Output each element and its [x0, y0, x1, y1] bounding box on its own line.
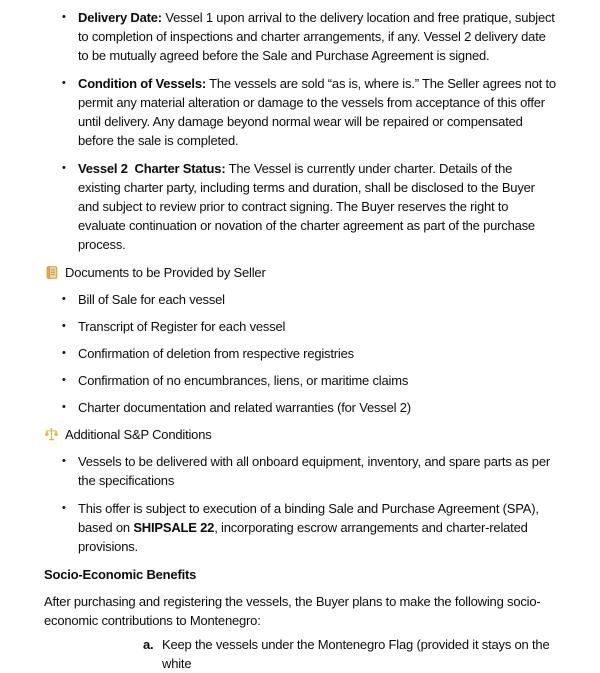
conditions-bullet-list	[44, 452, 556, 556]
socio-economic-paragraph: After purchasing and registering the vessels, the Buyer plans to make the following socio-economic contributions to Montenegro:	[44, 594, 541, 628]
list-item-text: Confirmation of no encumbrances, liens, or maritime claims	[78, 373, 409, 388]
item-bold-term: SHIPSALE 22	[133, 520, 215, 535]
section-title: Additional S&P Conditions	[65, 427, 212, 442]
item-label: Delivery Date:	[78, 10, 162, 25]
bullet-icon: •	[62, 502, 66, 514]
list-item-text: Bill of Sale for each vessel	[78, 292, 225, 307]
list-item	[44, 159, 556, 254]
conditions-section-heading	[44, 425, 556, 444]
scroll-icon	[44, 265, 59, 280]
list-item	[44, 371, 556, 390]
list-item	[44, 344, 556, 363]
bullet-icon: •	[62, 347, 66, 359]
item-body: The Vessel is currently under charter. Details of the existing charter party, including terms and duration, shall be disclosed to the Buyer and subject to review prior to contract signing. The Buyer reserves the right to evaluate continuation or novation of the charter agreement as part of the purchase process.	[78, 161, 535, 252]
item-body: Vessel 1 upon arrival to the delivery location and free pratique, subject to completion of inspections and charter arrangements, if any. Vessel 2 delivery date to be mutually agreed before the Sale and Purchase Agreement is signed.	[78, 10, 555, 63]
list-item-text: Keep the vessels under the Montenegro Flag (provided it stays on the white	[162, 637, 550, 671]
balance-scale-icon	[44, 427, 59, 442]
list-item	[44, 317, 556, 336]
list-item-text	[78, 499, 556, 556]
list-item-text	[78, 159, 556, 254]
list-item	[44, 290, 556, 309]
list-item	[44, 74, 556, 150]
bullet-icon: •	[62, 11, 66, 23]
list-item	[44, 452, 556, 490]
bullet-icon: •	[62, 293, 66, 305]
list-item	[44, 8, 556, 65]
bullet-icon: •	[62, 320, 66, 332]
bullet-icon: •	[62, 374, 66, 386]
bullet-icon: •	[62, 77, 66, 89]
list-item-text: Vessels to be delivered with all onboard equipment, inventory, and spare parts as per the specifications	[78, 454, 550, 488]
list-item-text: Confirmation of deletion from respective registries	[78, 346, 354, 361]
list-item	[44, 398, 556, 417]
list-item	[44, 499, 556, 556]
item-body: , incorporating escrow arrangements and charter-related provisions.	[78, 520, 528, 554]
list-item-text	[78, 74, 556, 150]
item-label: Condition of Vessels:	[78, 76, 206, 91]
bullet-icon: •	[62, 401, 66, 413]
socio-economic-heading: Socio-Economic Benefits	[44, 567, 197, 582]
list-item-text: Transcript of Register for each vessel	[78, 319, 286, 334]
lettered-list	[143, 635, 556, 673]
list-item-text: Charter documentation and related warranties (for Vessel 2)	[78, 400, 411, 415]
item-body: The vessels are sold “as is, where is.” The Seller agrees not to permit any material alteration or damage to the vessels from acceptance of this offer until delivery. Any damage beyond normal wear will be repaired or compensated before the sale is completed.	[78, 76, 556, 148]
bullet-icon: •	[62, 455, 66, 467]
terms-bullet-list	[44, 8, 556, 254]
section-title: Documents to be Provided by Seller	[65, 265, 266, 280]
list-marker: a.	[143, 637, 154, 652]
documents-section-heading	[44, 263, 556, 282]
list-item	[143, 635, 556, 673]
list-item-text	[78, 8, 556, 65]
item-label: Vessel 2 Charter Status:	[78, 161, 226, 176]
bullet-icon: •	[62, 162, 66, 174]
documents-bullet-list	[44, 290, 556, 417]
item-body: This offer is subject to execution of a binding Sale and Purchase Agreement (SPA), based on	[78, 501, 539, 535]
